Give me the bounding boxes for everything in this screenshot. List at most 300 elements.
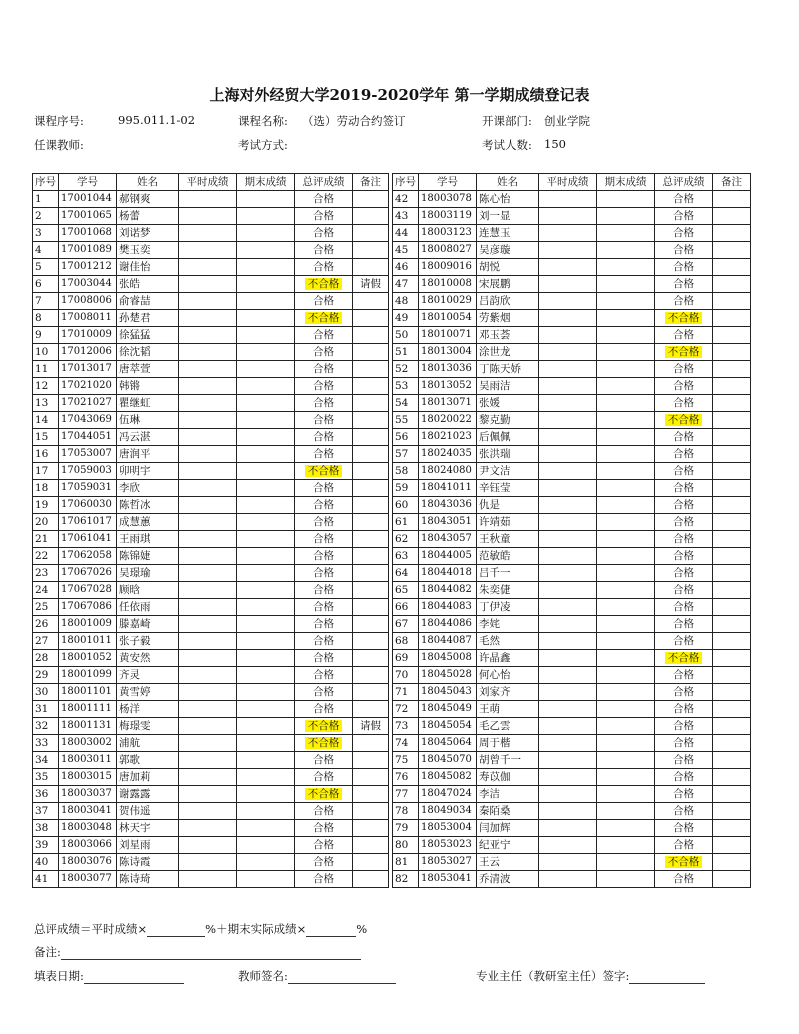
final-score <box>597 514 655 531</box>
table-row <box>393 786 751 803</box>
fail-grade-highlight: 不合格 <box>665 856 703 868</box>
remark <box>353 548 389 565</box>
final-score <box>237 582 295 599</box>
table-row <box>393 412 751 429</box>
student-id: 17053007 <box>59 446 117 463</box>
table-row <box>393 718 751 735</box>
student-name: 张皓 <box>117 276 179 293</box>
overall-grade: 合格 <box>655 565 713 582</box>
student-name: 黄安然 <box>117 650 179 667</box>
usual-score <box>179 463 237 480</box>
row-no: 42 <box>393 191 419 208</box>
teacher-sign <box>238 968 396 984</box>
row-no: 47 <box>393 276 419 293</box>
row-no: 23 <box>33 565 59 582</box>
weight-final-blank[interactable] <box>306 922 356 937</box>
final-score <box>237 480 295 497</box>
student-name: 贺伟遥 <box>117 803 179 820</box>
student-id: 18003041 <box>59 803 117 820</box>
table-row <box>33 769 389 786</box>
remark <box>713 599 751 616</box>
student-name: 韩锵 <box>117 378 179 395</box>
student-id: 18009016 <box>419 259 477 276</box>
student-name: 齐灵 <box>117 667 179 684</box>
overall-grade: 合格 <box>655 786 713 803</box>
final-score <box>237 803 295 820</box>
student-name: 毛乙雲 <box>477 718 539 735</box>
student-name: 唐加莉 <box>117 769 179 786</box>
table-row <box>33 735 389 752</box>
student-name: 许靖茹 <box>477 514 539 531</box>
usual-score <box>179 582 237 599</box>
overall-grade: 合格 <box>295 531 353 548</box>
student-name: 张媛 <box>477 395 539 412</box>
overall-grade <box>655 854 713 871</box>
table-row <box>393 310 751 327</box>
dept: 创业学院 <box>544 114 590 128</box>
usual-score <box>539 565 597 582</box>
row-no: 76 <box>393 769 419 786</box>
student-name: 顾晗 <box>117 582 179 599</box>
usual-score <box>539 752 597 769</box>
student-id: 17001212 <box>59 259 117 276</box>
table-row <box>33 446 389 463</box>
usual-score <box>539 701 597 718</box>
remark <box>353 667 389 684</box>
row-no: 68 <box>393 633 419 650</box>
final-score <box>597 310 655 327</box>
overall-grade: 合格 <box>295 395 353 412</box>
student-name: 杨洋 <box>117 701 179 718</box>
overall-grade: 合格 <box>295 293 353 310</box>
student-name: 王秋童 <box>477 531 539 548</box>
formula-part-c: % <box>356 922 368 936</box>
fill-date-blank[interactable] <box>84 969 184 984</box>
overall-grade: 合格 <box>295 837 353 854</box>
student-id: 18008027 <box>419 242 477 259</box>
row-no: 24 <box>33 582 59 599</box>
row-no: 7 <box>33 293 59 310</box>
remark <box>353 429 389 446</box>
row-no: 72 <box>393 701 419 718</box>
overall-grade: 合格 <box>655 497 713 514</box>
student-id: 18045082 <box>419 769 477 786</box>
student-id: 17001044 <box>59 191 117 208</box>
row-no: 71 <box>393 684 419 701</box>
row-no: 60 <box>393 497 419 514</box>
overall-grade: 合格 <box>655 616 713 633</box>
student-id: 18013071 <box>419 395 477 412</box>
remark <box>713 514 751 531</box>
usual-score <box>539 718 597 735</box>
student-name: 刘星雨 <box>117 837 179 854</box>
row-no: 34 <box>33 752 59 769</box>
row-no: 62 <box>393 531 419 548</box>
overall-grade: 合格 <box>655 191 713 208</box>
usual-score <box>179 225 237 242</box>
usual-score <box>179 497 237 514</box>
teacher-sign-blank[interactable] <box>288 969 396 984</box>
final-score <box>597 582 655 599</box>
student-name: 任依雨 <box>117 599 179 616</box>
student-name: 劳紫烟 <box>477 310 539 327</box>
final-score <box>597 854 655 871</box>
header-overall-grade: 总评成绩 <box>295 174 353 191</box>
overall-grade: 合格 <box>295 412 353 429</box>
row-no: 3 <box>33 225 59 242</box>
table-row <box>33 225 389 242</box>
overall-grade: 合格 <box>295 650 353 667</box>
table-row <box>393 344 751 361</box>
remark <box>713 837 751 854</box>
student-name: 杨蕾 <box>117 208 179 225</box>
student-name: 李欣 <box>117 480 179 497</box>
overall-grade: 合格 <box>295 565 353 582</box>
final-score <box>597 548 655 565</box>
student-name: 陈锦婕 <box>117 548 179 565</box>
final-score <box>597 650 655 667</box>
fail-grade-highlight: 不合格 <box>665 312 703 324</box>
overall-grade: 合格 <box>655 293 713 310</box>
student-name: 吕韵欣 <box>477 293 539 310</box>
row-no: 32 <box>33 718 59 735</box>
remark <box>353 378 389 395</box>
row-no: 29 <box>33 667 59 684</box>
student-name: 后佩佩 <box>477 429 539 446</box>
remark <box>713 293 751 310</box>
overall-grade: 合格 <box>295 480 353 497</box>
table-row <box>33 361 389 378</box>
final-score <box>597 361 655 378</box>
final-score <box>597 871 655 888</box>
student-id: 18013004 <box>419 344 477 361</box>
usual-score <box>179 769 237 786</box>
student-name: 伍琳 <box>117 412 179 429</box>
weight-usual-blank[interactable] <box>147 922 205 937</box>
student-name: 纪亚宁 <box>477 837 539 854</box>
student-name: 涂世龙 <box>477 344 539 361</box>
final-score <box>237 293 295 310</box>
final-score <box>597 684 655 701</box>
table-row <box>33 191 389 208</box>
row-no: 26 <box>33 616 59 633</box>
header-remark: 备注 <box>713 174 751 191</box>
final-score <box>237 412 295 429</box>
final-score <box>597 616 655 633</box>
student-id: 17021020 <box>59 378 117 395</box>
final-score <box>597 769 655 786</box>
row-no: 73 <box>393 718 419 735</box>
student-name: 吴璟瑜 <box>117 565 179 582</box>
usual-score <box>539 446 597 463</box>
student-name: 谢露露 <box>117 786 179 803</box>
table-row <box>393 242 751 259</box>
row-no: 31 <box>33 701 59 718</box>
remark <box>713 871 751 888</box>
table-row <box>393 531 751 548</box>
header-remark: 备注 <box>353 174 389 191</box>
remark <box>353 497 389 514</box>
student-id: 18045043 <box>419 684 477 701</box>
row-no: 59 <box>393 480 419 497</box>
table-row <box>393 259 751 276</box>
remark <box>353 752 389 769</box>
remark <box>353 327 389 344</box>
usual-score <box>539 191 597 208</box>
row-no: 4 <box>33 242 59 259</box>
student-id: 18003011 <box>59 752 117 769</box>
usual-score <box>539 208 597 225</box>
student-id: 18010008 <box>419 276 477 293</box>
fail-grade-highlight: 不合格 <box>665 346 703 358</box>
student-name: 辛钰莹 <box>477 480 539 497</box>
table-row <box>33 616 389 633</box>
table-row <box>33 378 389 395</box>
row-no: 78 <box>393 803 419 820</box>
student-name: 连慧玉 <box>477 225 539 242</box>
remark <box>353 361 389 378</box>
student-id: 17059031 <box>59 480 117 497</box>
row-no: 63 <box>393 548 419 565</box>
student-name: 王云 <box>477 854 539 871</box>
usual-score <box>179 378 237 395</box>
usual-score <box>539 820 597 837</box>
usual-score <box>179 718 237 735</box>
table-row <box>33 531 389 548</box>
student-name: 瞿继虹 <box>117 395 179 412</box>
remark <box>713 497 751 514</box>
remark <box>713 786 751 803</box>
remark <box>713 633 751 650</box>
overall-grade: 合格 <box>295 514 353 531</box>
final-score <box>237 429 295 446</box>
exam-count-label: 考试人数: <box>482 138 532 152</box>
row-no: 5 <box>33 259 59 276</box>
overall-grade: 合格 <box>295 599 353 616</box>
usual-score <box>179 429 237 446</box>
student-name: 秦陌桑 <box>477 803 539 820</box>
student-name: 浦航 <box>117 735 179 752</box>
overall-grade: 合格 <box>655 361 713 378</box>
remark: 请假 <box>353 718 389 735</box>
table-row <box>393 225 751 242</box>
final-score <box>597 276 655 293</box>
overall-grade: 合格 <box>655 514 713 531</box>
table-row <box>393 735 751 752</box>
student-id: 18003076 <box>59 854 117 871</box>
remark-blank[interactable] <box>61 945 361 960</box>
student-id: 18043051 <box>419 514 477 531</box>
student-id: 17067028 <box>59 582 117 599</box>
overall-grade: 合格 <box>655 276 713 293</box>
table-row <box>393 582 751 599</box>
usual-score <box>539 276 597 293</box>
student-id: 18001111 <box>59 701 117 718</box>
usual-score <box>179 191 237 208</box>
grade-table-right <box>392 173 751 888</box>
usual-score <box>539 242 597 259</box>
usual-score <box>179 480 237 497</box>
student-id: 17008006 <box>59 293 117 310</box>
header-usual-score: 平时成绩 <box>179 174 237 191</box>
table-row <box>393 752 751 769</box>
overall-grade: 合格 <box>655 769 713 786</box>
overall-grade: 合格 <box>295 616 353 633</box>
table-row <box>393 565 751 582</box>
student-id: 18044082 <box>419 582 477 599</box>
row-no: 33 <box>33 735 59 752</box>
remark: 请假 <box>353 276 389 293</box>
final-score <box>597 191 655 208</box>
remark <box>713 412 751 429</box>
student-name: 刘一显 <box>477 208 539 225</box>
remark <box>713 820 751 837</box>
usual-score <box>539 616 597 633</box>
fail-grade-highlight: 不合格 <box>305 788 343 800</box>
row-no: 13 <box>33 395 59 412</box>
row-no: 74 <box>393 735 419 752</box>
overall-grade: 合格 <box>655 735 713 752</box>
usual-score <box>179 633 237 650</box>
student-name: 何心怡 <box>477 667 539 684</box>
table-row <box>33 395 389 412</box>
row-no: 66 <box>393 599 419 616</box>
table-row <box>33 412 389 429</box>
row-no: 54 <box>393 395 419 412</box>
overall-grade: 合格 <box>655 752 713 769</box>
teacher-label: 任课教师: <box>34 138 84 152</box>
student-id: 17043069 <box>59 412 117 429</box>
row-no: 38 <box>33 820 59 837</box>
student-name: 朱奕倢 <box>477 582 539 599</box>
usual-score <box>539 871 597 888</box>
row-no: 36 <box>33 786 59 803</box>
student-id: 18001099 <box>59 667 117 684</box>
header-no: 序号 <box>33 174 59 191</box>
remark <box>713 208 751 225</box>
student-name: 刘诺梦 <box>117 225 179 242</box>
table-row <box>33 718 389 735</box>
course-name: （选）劳动合约签订 <box>302 114 406 128</box>
row-no: 8 <box>33 310 59 327</box>
student-name: 王雨琪 <box>117 531 179 548</box>
final-score <box>597 480 655 497</box>
usual-score <box>539 548 597 565</box>
student-name: 唐润平 <box>117 446 179 463</box>
formula-part-a: 总评成绩＝平时成绩× <box>34 922 148 936</box>
row-no: 16 <box>33 446 59 463</box>
usual-score <box>179 837 237 854</box>
final-score <box>237 208 295 225</box>
overall-grade <box>295 276 353 293</box>
student-name: 陈诗霞 <box>117 854 179 871</box>
table-row <box>33 633 389 650</box>
remark <box>353 191 389 208</box>
student-id: 18013052 <box>419 378 477 395</box>
student-name: 郝钢爽 <box>117 191 179 208</box>
usual-score <box>539 480 597 497</box>
usual-score <box>539 803 597 820</box>
overall-grade: 合格 <box>295 820 353 837</box>
row-no: 39 <box>33 837 59 854</box>
final-score <box>237 327 295 344</box>
overall-grade <box>655 310 713 327</box>
usual-score <box>179 667 237 684</box>
table-row <box>33 310 389 327</box>
remark <box>713 650 751 667</box>
table-row <box>393 667 751 684</box>
final-score <box>237 361 295 378</box>
usual-score <box>179 871 237 888</box>
remark <box>713 718 751 735</box>
course-no-label: 课程序号: <box>34 114 84 128</box>
table-row <box>33 242 389 259</box>
usual-score <box>539 395 597 412</box>
row-no: 64 <box>393 565 419 582</box>
student-name: 谢佳怡 <box>117 259 179 276</box>
fail-grade-highlight: 不合格 <box>305 465 343 477</box>
row-no: 1 <box>33 191 59 208</box>
student-id: 18010029 <box>419 293 477 310</box>
director-sign-blank[interactable] <box>629 969 705 984</box>
student-id: 17012006 <box>59 344 117 361</box>
remark <box>713 684 751 701</box>
row-no: 46 <box>393 259 419 276</box>
table-row <box>33 854 389 871</box>
student-name: 刘家齐 <box>477 684 539 701</box>
remark <box>713 701 751 718</box>
usual-score <box>179 276 237 293</box>
table-row <box>393 837 751 854</box>
final-score <box>237 395 295 412</box>
overall-grade: 合格 <box>295 752 353 769</box>
final-score <box>237 259 295 276</box>
final-score <box>237 514 295 531</box>
page-title: 上海对外经贸大学2019-2020学年 第一学期成绩登记表 <box>209 86 590 104</box>
table-row <box>33 786 389 803</box>
final-score <box>237 548 295 565</box>
overall-grade: 合格 <box>295 446 353 463</box>
remark <box>353 616 389 633</box>
table-row <box>393 480 751 497</box>
overall-grade: 合格 <box>655 242 713 259</box>
student-id: 18021023 <box>419 429 477 446</box>
student-name: 张洪瑞 <box>477 446 539 463</box>
remark <box>713 565 751 582</box>
student-name: 陈诗琦 <box>117 871 179 888</box>
student-id: 18003015 <box>59 769 117 786</box>
final-score <box>597 344 655 361</box>
row-no: 40 <box>33 854 59 871</box>
remark <box>353 735 389 752</box>
final-score <box>597 735 655 752</box>
overall-grade: 合格 <box>655 684 713 701</box>
student-id: 18020022 <box>419 412 477 429</box>
table-row <box>33 667 389 684</box>
remark <box>713 242 751 259</box>
usual-score <box>539 429 597 446</box>
row-no: 28 <box>33 650 59 667</box>
final-score <box>237 446 295 463</box>
table-row <box>33 344 389 361</box>
final-score <box>597 225 655 242</box>
student-name: 尹文洁 <box>477 463 539 480</box>
final-score <box>597 412 655 429</box>
row-no: 25 <box>33 599 59 616</box>
overall-grade: 合格 <box>655 429 713 446</box>
usual-score <box>539 667 597 684</box>
final-score <box>237 599 295 616</box>
